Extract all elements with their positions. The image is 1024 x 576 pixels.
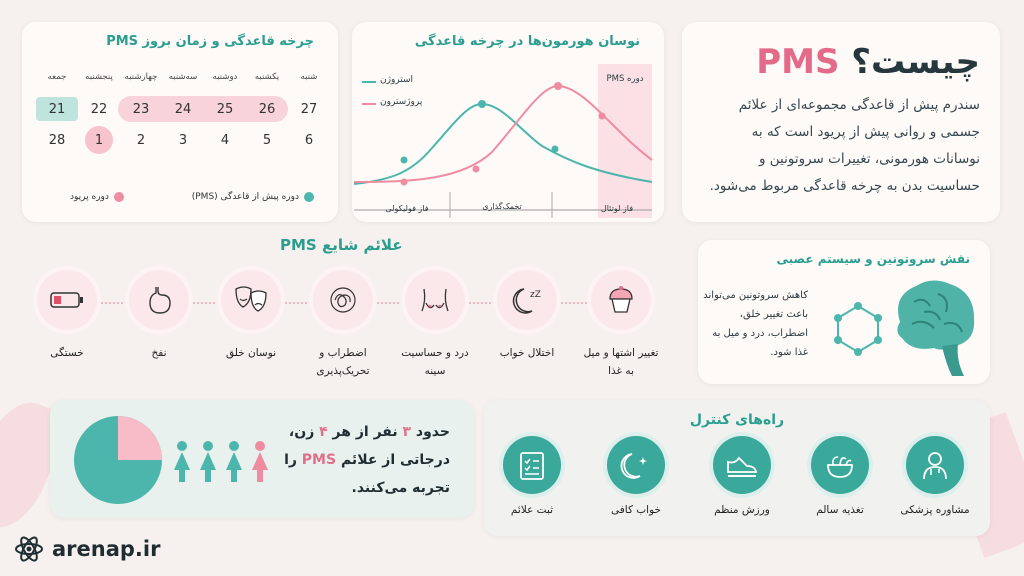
phase-ovulation: تخمک‌گذاری <box>482 202 522 211</box>
salad-icon <box>811 436 869 494</box>
weekday: جمعه <box>47 72 67 82</box>
control-title: راه‌های کنترل <box>689 412 785 428</box>
serotonin-card <box>698 240 990 384</box>
calendar-week-1 <box>36 97 330 121</box>
calendar-date: 23 <box>132 101 150 117</box>
calendar-title: چرخه قاعدگی و زمان بروز PMS <box>106 34 314 49</box>
brand-logo[interactable] <box>14 534 160 564</box>
calendar-date: 24 <box>174 101 192 117</box>
weekday-row <box>36 72 330 82</box>
control-nutrition: تغذیه سالم <box>800 436 880 516</box>
legend-progesterone: پروژسترون <box>380 97 423 107</box>
molecule-icon <box>828 298 888 360</box>
stat-text: حدود ۳ نفر از هر ۴ زن، درجاتی از علائم PMS را تجربه می‌کنند. <box>284 424 450 496</box>
hormone-chart-title: نوسان هورمون‌ها در چرخه قاعدگی <box>414 34 640 49</box>
control-medical: مشاوره پزشکی <box>895 436 975 516</box>
svg-text:zZ: zZ <box>530 290 541 300</box>
statistic-card <box>50 400 474 518</box>
scribble-icon <box>313 270 373 330</box>
weekday: دوشنبه <box>212 72 238 82</box>
control-exercise: ورزش منظم <box>702 436 782 516</box>
moon-icon <box>497 270 557 330</box>
pie-slice-unaffected <box>118 416 162 460</box>
pms-band-label: دوره PMS <box>606 74 644 84</box>
stat-pie-chart <box>72 414 164 506</box>
moon-star-icon <box>607 436 665 494</box>
calendar-date: 28 <box>48 132 66 148</box>
atom-icon <box>14 534 44 564</box>
hormone-chart <box>352 22 664 222</box>
weekday: شنبه <box>300 72 318 82</box>
calendar-date: 22 <box>90 101 108 117</box>
weekday: چهارشنبه <box>124 72 158 82</box>
serotonin-text: کاهش سروتونین می‌تواند باعث تغییر خلق، اضطراب، درد و میل به غذا شود. <box>703 290 808 358</box>
symptom-breast-pain: درد و حساسیت سینه <box>392 270 478 380</box>
symptom-mood-swings: نوسان خلق <box>208 270 294 362</box>
estrogen-point <box>552 146 559 153</box>
pms-period-band <box>598 64 652 218</box>
women-icons <box>170 440 280 488</box>
pink-dot-icon <box>114 192 124 202</box>
progesterone-point <box>554 82 562 90</box>
title-card <box>682 22 1000 222</box>
legend-estrogen: استروژن <box>380 75 414 85</box>
progesterone-point <box>599 113 606 120</box>
calendar-week-2 <box>36 128 330 152</box>
calendar-date: 4 <box>220 132 230 148</box>
brand-site: arenap.ir <box>52 537 161 561</box>
symptom-fatigue: خستگی <box>24 270 110 362</box>
control-tracking: ثبت علائم <box>492 436 572 516</box>
weekday: سه‌شنبه <box>168 72 198 82</box>
estrogen-point <box>401 157 408 164</box>
symptom-bloating: نفخ <box>116 270 202 362</box>
pms-description: سندرم پیش از قاعدگی مجموعه‌ای از علائم جسمی و روانی پیش از پریود است که به نوسانات هورمونی، تغییرات سروتونین و حساسیت بدن به چرخه قاعدگی مربوط می‌شود. <box>709 97 980 194</box>
calendar-date: 25 <box>216 101 234 117</box>
calendar-date: 6 <box>304 132 314 148</box>
page-title: چیست؟ PMS <box>756 42 980 82</box>
calendar-date: 27 <box>300 101 318 117</box>
cupcake-icon <box>591 270 651 330</box>
phase-luteal: فاز لوتئال <box>600 204 634 213</box>
calendar-date: 2 <box>136 132 146 148</box>
teal-dot-icon <box>304 192 314 202</box>
calendar-date: 5 <box>262 132 272 148</box>
sneaker-icon <box>713 436 771 494</box>
serotonin-title: نقش سروتونین و سیستم عصبی <box>776 252 970 266</box>
progesterone-point <box>401 179 408 186</box>
doctor-icon <box>906 436 964 494</box>
calendar-date-highlight: 21 <box>36 97 78 121</box>
symptom-appetite: تغییر اشتها و میل به غذا <box>578 270 664 380</box>
chest-icon <box>405 270 465 330</box>
period-day: 1 <box>78 128 120 152</box>
calendar-date: 3 <box>178 132 188 148</box>
estrogen-point <box>478 100 486 108</box>
calendar-date: 26 <box>258 101 276 117</box>
legend-pms: دوره پیش از قاعدگی (PMS) <box>192 192 314 202</box>
symptoms-title: علائم شایع PMS <box>280 236 403 254</box>
phase-follicular: فاز فولیکولی <box>385 204 429 213</box>
hormone-chart-card <box>352 22 664 222</box>
brain-icon <box>884 272 984 380</box>
weekday: یکشنبه <box>254 72 280 82</box>
theater-masks-icon <box>221 270 281 330</box>
checklist-icon <box>503 436 561 494</box>
weekday: پنجشنبه <box>85 72 113 82</box>
legend-period: دوره پریود <box>70 192 124 202</box>
symptom-sleep: zZ اختلال خواب <box>484 270 570 362</box>
low-battery-icon <box>37 270 97 330</box>
progesterone-point <box>473 166 480 173</box>
stomach-icon <box>129 270 189 330</box>
symptom-anxiety: اضطراب و تحریک‌پذیری <box>300 270 386 380</box>
control-sleep: خواب کافی <box>596 436 676 516</box>
calendar-card <box>22 22 338 222</box>
